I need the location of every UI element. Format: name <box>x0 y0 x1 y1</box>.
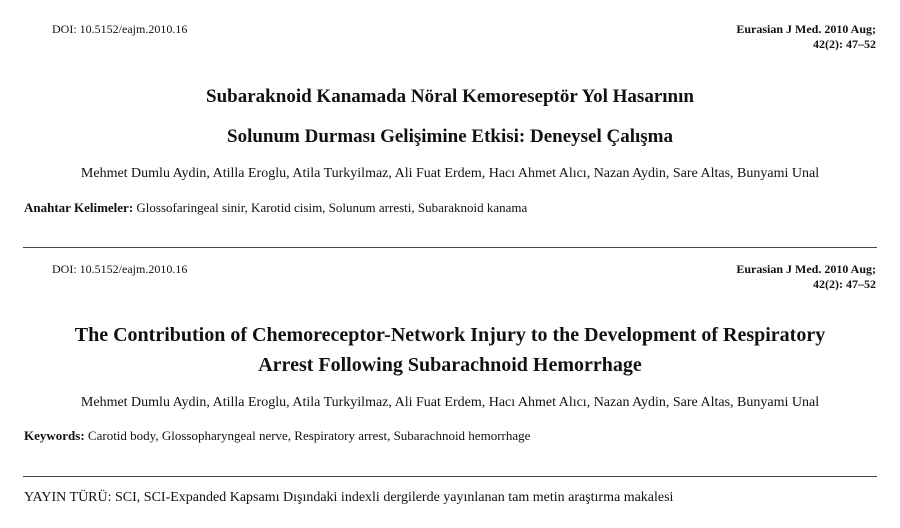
tr-keywords <box>24 200 527 216</box>
tr-title-line2: Solunum Durması Gelişimine Etkisi: Deneysel Çalışma <box>227 126 673 147</box>
en-doi: DOI: 10.5152/eajm.2010.16 <box>52 262 188 276</box>
en-keywords-label: Keywords: <box>24 428 85 443</box>
tr-authors: Mehmet Dumlu Aydin, Atilla Eroglu, Atila Turkyilmaz, Ali Fuat Erdem, Hacı Ahmet Alıcı, Nazan Aydin, Sare Altas, Bunyami Unal <box>80 166 820 181</box>
footer-divider <box>23 476 877 477</box>
en-title-line2: Arrest Following Subarachnoid Hemorrhage <box>258 354 642 376</box>
tr-doi: DOI: 10.5152/eajm.2010.16 <box>52 22 188 36</box>
en-journal-line1: Eurasian J Med. 2010 Aug; <box>736 262 876 276</box>
en-keywords-text: Carotid body, Glossopharyngeal nerve, Respiratory arrest, Subarachnoid hemorrhage <box>87 428 531 443</box>
en-journal-citation <box>736 262 876 292</box>
en-journal-line2: 42(2): 47–52 <box>813 277 876 291</box>
tr-title-line1: Subaraknoid Kanamada Nöral Kemoreseptör Yol Hasarının <box>206 86 694 107</box>
tr-keywords-text: Glossofaringeal sinir, Karotid cisim, Solunum arresti, Subaraknoid kanama <box>136 200 528 215</box>
tr-journal-citation <box>736 22 876 52</box>
en-keywords <box>24 428 530 444</box>
en-title-line1: The Contribution of Chemoreceptor-Network Injury to the Development of Respiratory <box>74 324 826 346</box>
publication-type: YAYIN TÜRÜ: SCI, SCI-Expanded Kapsamı Dışındaki indexli dergilerde yayınlanan tam metin araştırma makalesi <box>24 490 674 505</box>
tr-journal-line1: Eurasian J Med. 2010 Aug; <box>736 22 876 36</box>
en-authors: Mehmet Dumlu Aydin, Atilla Eroglu, Atila Turkyilmaz, Ali Fuat Erdem, Hacı Ahmet Alıcı, Nazan Aydin, Sare Altas, Bunyami Unal <box>80 395 820 410</box>
tr-keywords-label: Anahtar Kelimeler: <box>24 200 134 215</box>
tr-journal-line2: 42(2): 47–52 <box>813 37 876 51</box>
section-divider <box>23 247 877 248</box>
